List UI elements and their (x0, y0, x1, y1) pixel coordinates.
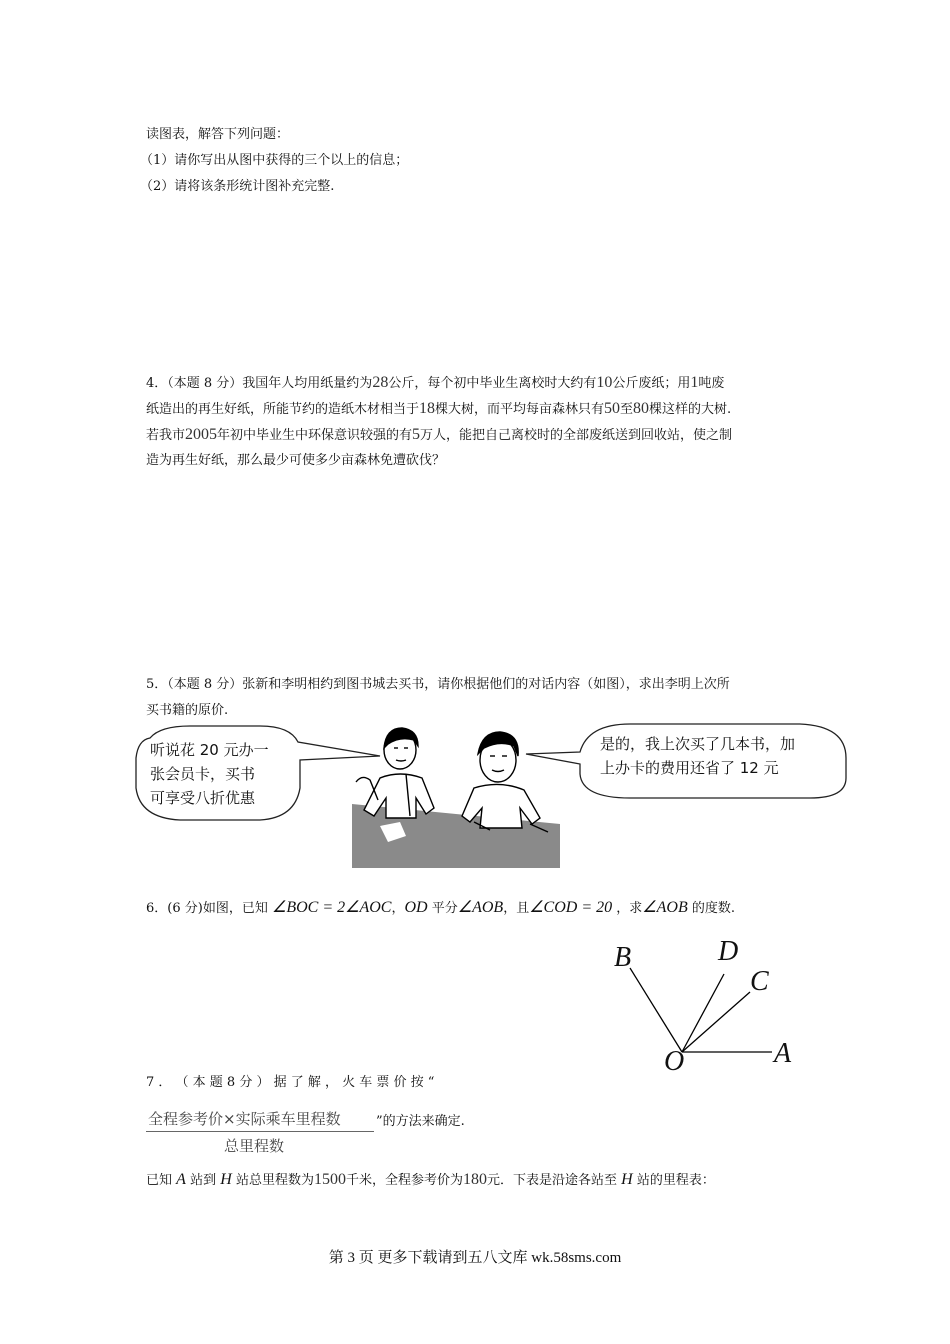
right-bubble-line: 上办卡的费用还省了 12 元 (600, 759, 779, 777)
q4-text: 公斤废纸；用 (612, 376, 691, 391)
q4-number: 28 (372, 374, 389, 391)
q7-text: 站的里程表： (636, 1173, 715, 1188)
q5-line-2: 买书籍的原价. (146, 703, 229, 718)
q4-number: 10 (596, 374, 613, 391)
q4-line-3 (146, 425, 732, 446)
q6-line (146, 898, 735, 919)
q4-line-2 (146, 399, 731, 420)
q6-math: OD (404, 899, 428, 916)
q5-line-1: 5．（本题 8 分）张新和李明相约到图书城去买书，请你根据他们的对话内容（如图），求出李明上次所 (146, 677, 730, 692)
ray-OC (682, 992, 750, 1052)
label-O: O (664, 1046, 685, 1077)
q4-text: 至 (620, 402, 634, 417)
fraction-denominator: 总里程数 (224, 1137, 285, 1155)
q6-text: ，且 (503, 901, 530, 916)
q7-math: H (220, 1171, 232, 1188)
q7-number: 1500 (313, 1171, 346, 1188)
q6-text: 平分 (431, 901, 458, 916)
q6-text: 的度数. (691, 901, 736, 916)
intro-line-2: （1）请你写出从图中获得的三个以上的信息； (140, 153, 409, 168)
q4-number: 18 (419, 400, 436, 417)
q4-text: 棵这样的大树. (649, 402, 732, 417)
q7-line-3 (146, 1170, 715, 1191)
q4-text: 若我市 (146, 428, 186, 443)
q4-number: 2005 (185, 426, 218, 443)
q4-text: 万人，能把自己离校时的全部废纸送到回收站，使之制 (420, 428, 733, 443)
intro-line-3: （2）请将该条形统计图补充完整. (140, 179, 335, 194)
q4-line-4: 造为再生好纸，那么最少可使多少亩森林免遭砍伐？ (146, 453, 446, 468)
q6-text: ， (391, 901, 405, 916)
q4-number: 80 (633, 400, 650, 417)
label-D: D (718, 936, 739, 967)
intro-line-1: 读图表，解答下列问题： (146, 127, 290, 142)
q7-math: H (621, 1171, 633, 1188)
ray-OB (630, 968, 682, 1052)
q7-after-fraction: ”的方法来确定. (376, 1114, 465, 1129)
q4-text: 棵大树，而平均每亩森林只有 (435, 402, 605, 417)
q7-math: A (176, 1171, 186, 1188)
q4-text: 吨废 (698, 376, 725, 391)
q7-text: 站总里程数为 (235, 1173, 314, 1188)
label-A: A (774, 1038, 792, 1069)
q6-math: ∠AOB (457, 899, 504, 916)
q7-line-1: 7 ． （ 本 题 8 分 ） 据 了 解 ， 火 车 票 价 按 “ (146, 1075, 435, 1090)
label-C: C (750, 966, 769, 997)
q4-number: 5 (412, 426, 421, 443)
person-left (356, 728, 434, 818)
q7-number: 180 (462, 1171, 487, 1188)
q4-text: 4．（本题 8 分）我国年人均用纸量约为 (146, 376, 373, 391)
q4-number: 50 (604, 400, 621, 417)
fraction-bar (146, 1131, 374, 1132)
q4-text: 年初中毕业生中环保意识较强的有 (217, 428, 413, 443)
q6-math: ∠COD = 20 (529, 899, 613, 916)
q6-text: 6．(6 分)如图，已知 (146, 901, 268, 916)
q4-text: 公斤，每个初中毕业生离校时大约有 (388, 376, 597, 391)
left-bubble-line: 可享受八折优惠 (150, 789, 256, 807)
left-bubble-line: 张会员卡，买书 (150, 765, 256, 783)
right-bubble-line: 是的，我上次买了几本书，加 (600, 735, 796, 753)
label-B: B (614, 942, 632, 973)
page-footer: 第 3 页 更多下载请到五八文库 wk.58sms.com (328, 1250, 622, 1266)
q7-text: 站到 (190, 1173, 217, 1188)
q7-text: 已知 (146, 1173, 173, 1188)
fraction-numerator: 全程参考价×实际乘车里程数 (148, 1110, 341, 1128)
q7-text: 千米，全程参考价为 (345, 1173, 463, 1188)
q6-math: ∠BOC = 2∠AOC (271, 899, 392, 916)
ray-OD (682, 974, 724, 1052)
q4-line-1 (146, 373, 724, 394)
q7-text: 元．下表是沿途各站至 (486, 1173, 617, 1188)
person-right (462, 732, 548, 832)
q4-text: 纸造出的再生好纸，所能节约的造纸木材相当于 (146, 402, 420, 417)
q6-text: ，求 (616, 901, 643, 916)
q4-number: 1 (690, 374, 699, 391)
left-bubble-line: 听说花 20 元办一 (150, 741, 269, 759)
q6-math: ∠AOB (642, 899, 688, 916)
